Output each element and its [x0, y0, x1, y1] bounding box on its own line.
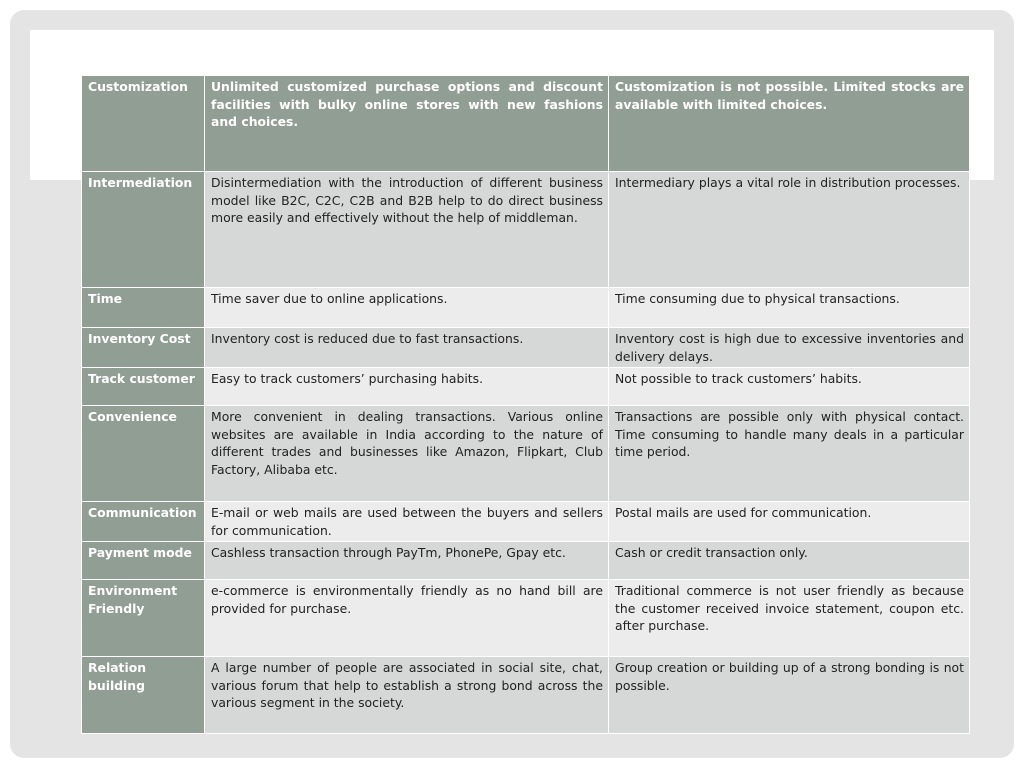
table-row [82, 542, 970, 580]
table-row [82, 76, 970, 172]
ecommerce-cell: Cashless transaction through PayTm, PhonePe, Gpay etc. [205, 542, 609, 580]
ecommerce-cell: Easy to track customers’ purchasing habits. [205, 368, 609, 406]
row-label: Customization [82, 76, 205, 172]
traditional-cell: Inventory cost is high due to excessive inventories and delivery delays. [609, 328, 970, 368]
row-label: Payment mode [82, 542, 205, 580]
table-row [82, 368, 970, 406]
row-label: Time [82, 288, 205, 328]
traditional-cell: Not possible to track customers’ habits. [609, 368, 970, 406]
traditional-cell: Group creation or building up of a strong bonding is not possible. [609, 657, 970, 734]
row-label: Convenience [82, 406, 205, 502]
row-label: Inventory Cost [82, 328, 205, 368]
table-row [82, 502, 970, 542]
table-row [82, 328, 970, 368]
traditional-cell: Time consuming due to physical transactions. [609, 288, 970, 328]
ecommerce-cell: Inventory cost is reduced due to fast transactions. [205, 328, 609, 368]
row-label: Communication [82, 502, 205, 542]
table-row [82, 172, 970, 288]
slide-frame [10, 10, 1014, 758]
ecommerce-cell: Unlimited customized purchase options and discount facilities with bulky online stores with new fashions and choices. [205, 76, 609, 172]
ecommerce-cell: Disintermediation with the introduction of different business model like B2C, C2C, C2B and B2B help to do direct business more easily and effectively without the help of middleman. [205, 172, 609, 288]
traditional-cell: Intermediary plays a vital role in distribution processes. [609, 172, 970, 288]
row-label: Intermediation [82, 172, 205, 288]
row-label: Relation building [82, 657, 205, 734]
table-row [82, 657, 970, 734]
ecommerce-cell: Time saver due to online applications. [205, 288, 609, 328]
table-row [82, 406, 970, 502]
ecommerce-cell: E-mail or web mails are used between the buyers and sellers for communication. [205, 502, 609, 542]
table-row [82, 288, 970, 328]
ecommerce-cell: More convenient in dealing transactions. Various online websites are available in India according to the nature of different trades and businesses like Amazon, Flipkart, Club Factory, Alibaba etc. [205, 406, 609, 502]
row-label: Track customer [82, 368, 205, 406]
ecommerce-cell: e-commerce is environmentally friendly as no hand bill are provided for purchase. [205, 580, 609, 657]
row-label: Environment Friendly [82, 580, 205, 657]
traditional-cell: Cash or credit transaction only. [609, 542, 970, 580]
comparison-table [81, 75, 970, 734]
traditional-cell: Postal mails are used for communication. [609, 502, 970, 542]
table-row [82, 580, 970, 657]
ecommerce-cell: A large number of people are associated in social site, chat, various forum that help to establish a strong bond across the various segment in the society. [205, 657, 609, 734]
traditional-cell: Traditional commerce is not user friendly as because the customer received invoice statement, coupon etc. after purchase. [609, 580, 970, 657]
traditional-cell: Customization is not possible. Limited stocks are available with limited choices. [609, 76, 970, 172]
traditional-cell: Transactions are possible only with physical contact. Time consuming to handle many deals in a particular time period. [609, 406, 970, 502]
